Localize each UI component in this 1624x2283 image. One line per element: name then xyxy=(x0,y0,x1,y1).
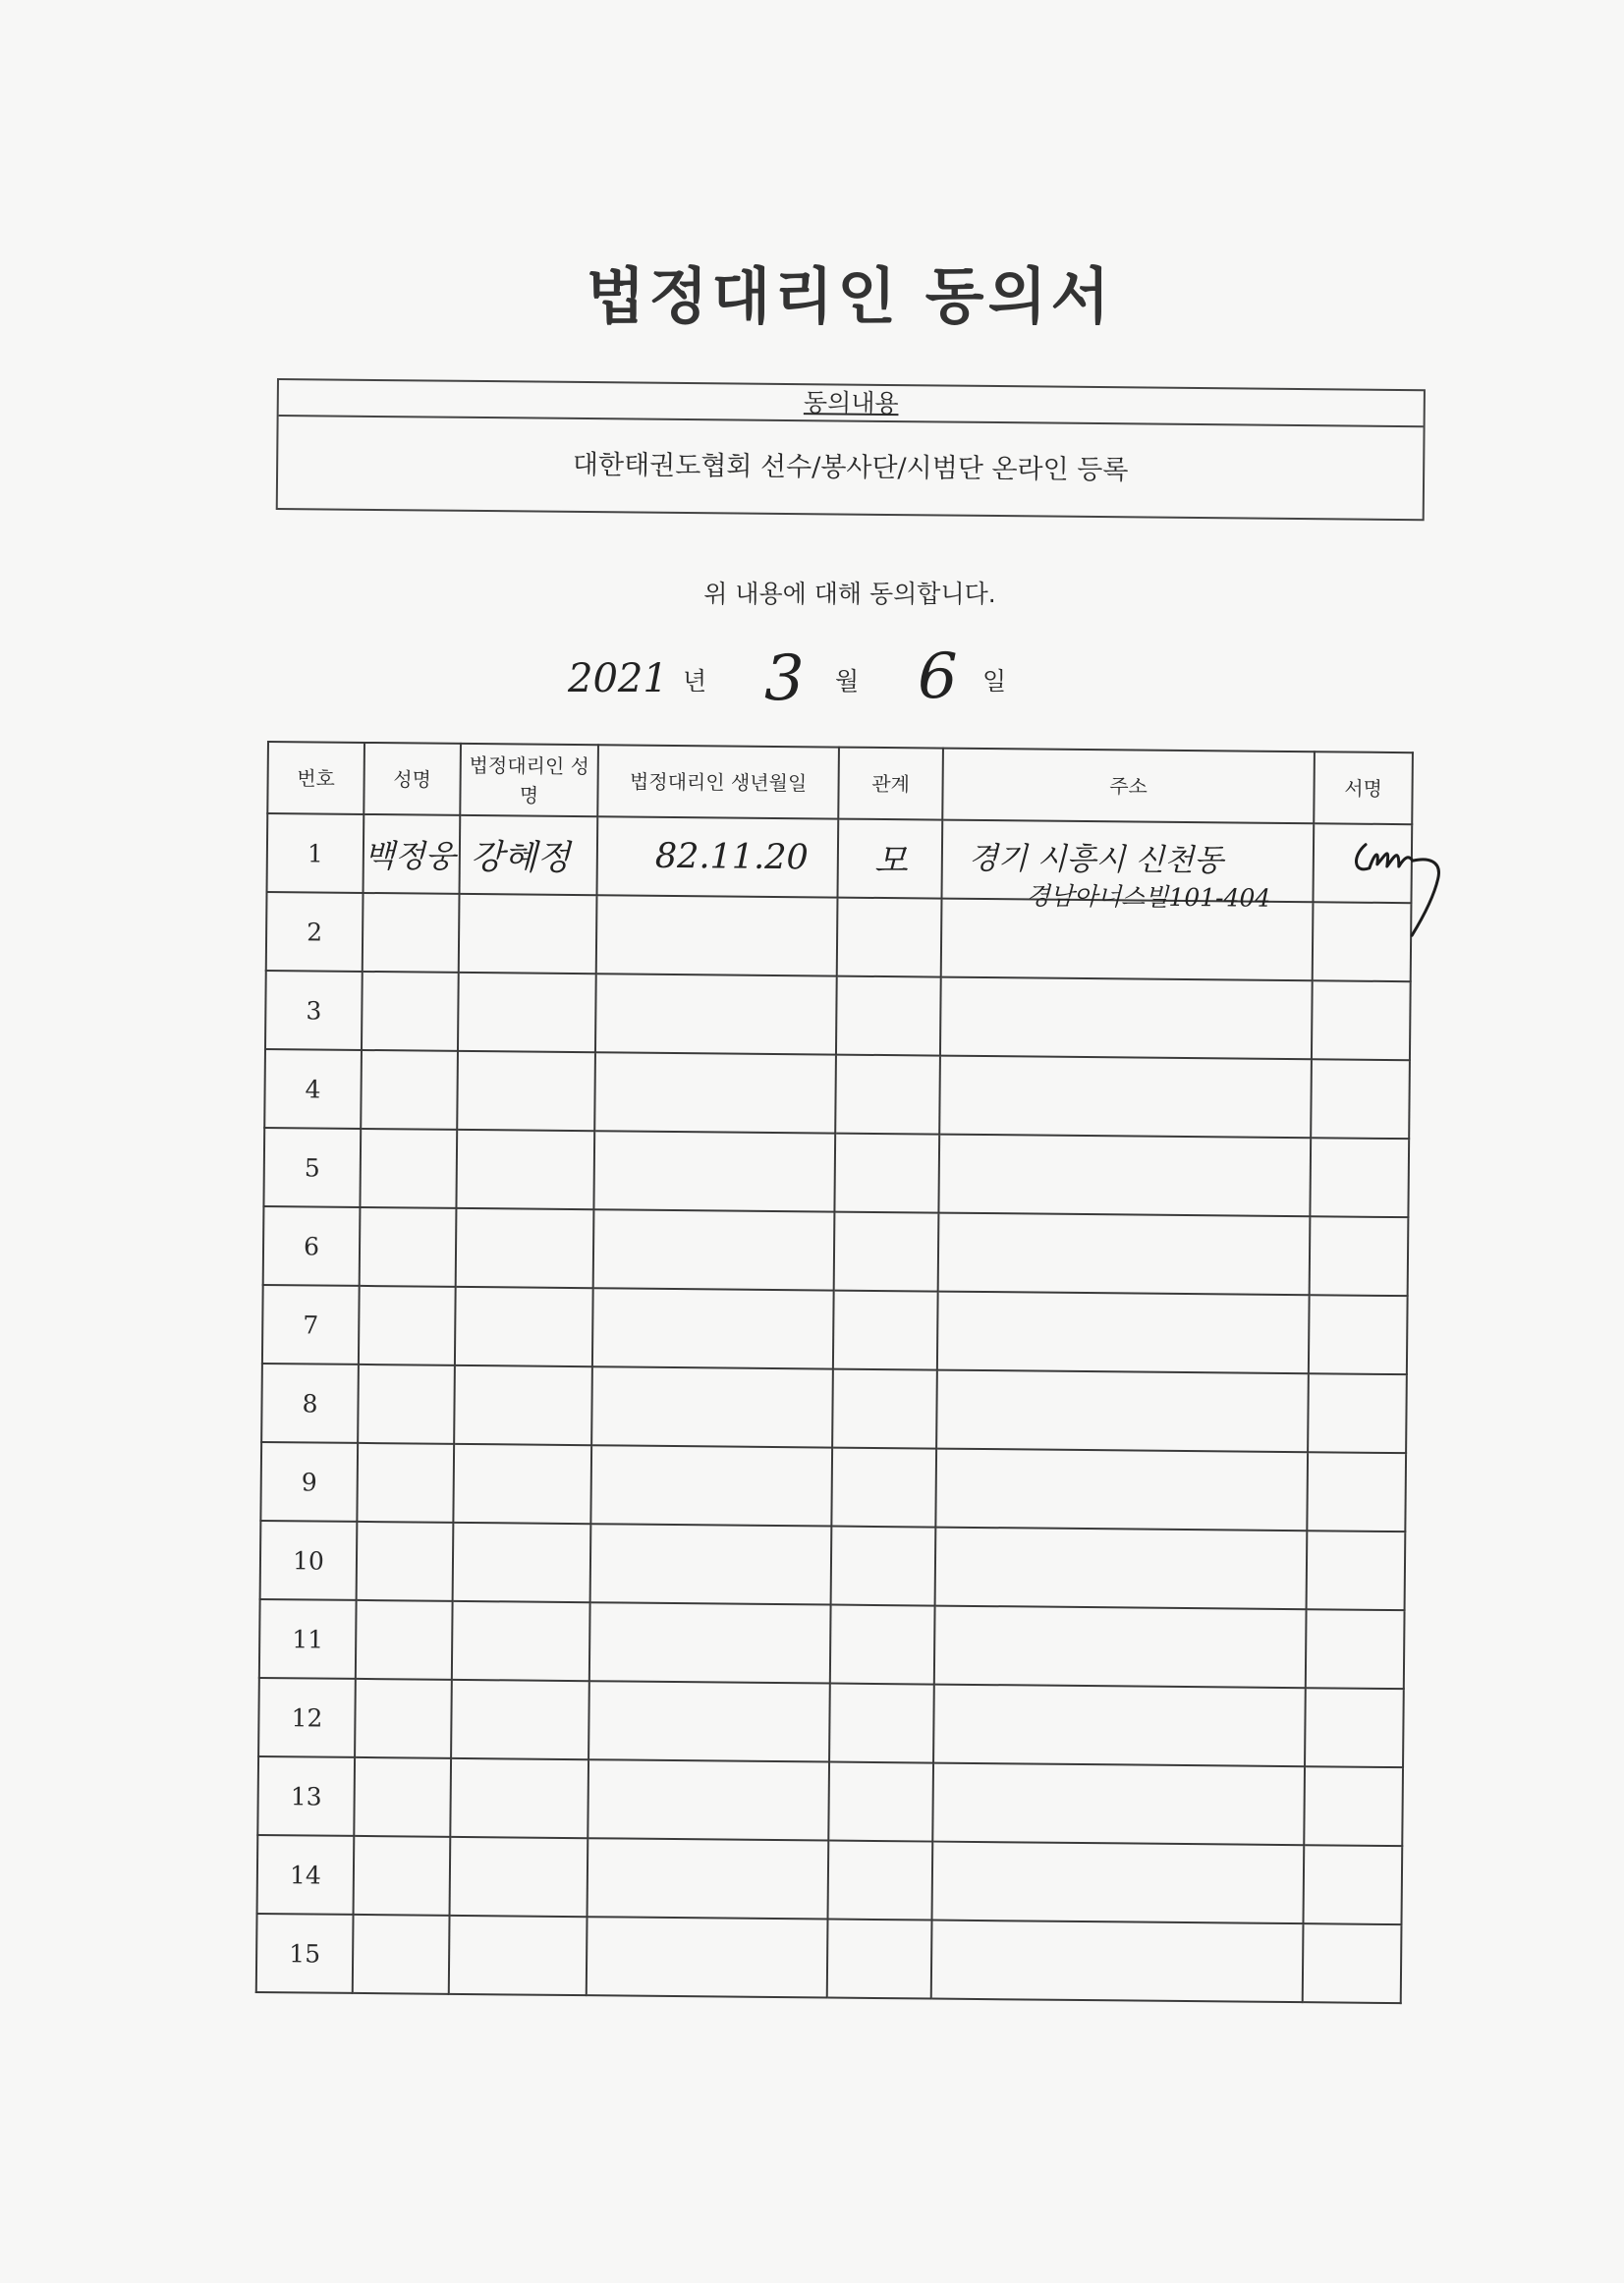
consent-content-box xyxy=(276,378,1426,521)
guardian-name-cell xyxy=(453,1523,591,1602)
name-cell xyxy=(357,1522,454,1601)
name-cell xyxy=(360,1207,457,1287)
address-cell xyxy=(931,1921,1304,2003)
date-month-unit: 월 xyxy=(835,667,860,696)
relation-cell xyxy=(831,1527,936,1606)
signature-cell xyxy=(1303,1923,1402,2003)
relation-cell xyxy=(834,1134,939,1213)
guardian-birth-cell xyxy=(589,1602,831,1683)
consent-content-body: 대한태권도협회 선수/봉사단/시범단 온라인 등록 xyxy=(572,449,1129,486)
guardian-name-handwritten: 강혜정 xyxy=(470,837,571,878)
signature-cell xyxy=(1307,1452,1406,1531)
date-month-handwritten: 3 xyxy=(764,642,805,715)
address-cell xyxy=(935,1528,1308,1610)
table-row xyxy=(257,1835,1403,1924)
row-number: 10 xyxy=(260,1521,358,1600)
guardian-name-cell xyxy=(457,1051,595,1131)
date-year-handwritten: 2021 xyxy=(568,656,668,701)
table-row xyxy=(258,1678,1404,1767)
signature-cell xyxy=(1307,1531,1406,1610)
name-cell xyxy=(354,1757,451,1837)
table-row xyxy=(267,813,1413,903)
column-header-number: 번호 xyxy=(267,742,364,814)
relation-cell xyxy=(835,1055,940,1135)
guardian-birth-cell xyxy=(593,1131,835,1211)
table-row xyxy=(265,971,1411,1060)
column-header-guardian-birth: 법정대리인 생년월일 xyxy=(597,745,839,818)
address-cell xyxy=(938,1135,1311,1217)
guardian-name-cell xyxy=(458,973,596,1052)
date-day-unit: 일 xyxy=(982,667,1007,696)
name-cell xyxy=(362,972,459,1051)
address-cell xyxy=(932,1763,1305,1846)
guardian-name-cell xyxy=(453,1444,591,1524)
address-line1-handwritten: 경기 시흥시 신천동 xyxy=(968,840,1224,879)
column-header-relation: 관계 xyxy=(838,748,943,820)
signature-cell xyxy=(1312,980,1411,1060)
table-row xyxy=(256,1914,1402,2003)
signature-cell xyxy=(1309,1295,1408,1374)
signature-cell xyxy=(1306,1609,1405,1689)
relation-handwritten: 모 xyxy=(873,841,908,882)
row-number: 2 xyxy=(266,892,364,972)
address-cell xyxy=(932,1842,1305,1924)
guardian-birth-cell xyxy=(590,1524,832,1604)
signature-cell xyxy=(1304,1766,1403,1846)
table-row xyxy=(262,1285,1408,1374)
signatory-table-wrapper xyxy=(255,741,1412,2004)
name-cell xyxy=(356,1600,453,1680)
address-cell xyxy=(935,1449,1308,1531)
guardian-birth-cell xyxy=(594,1052,836,1133)
row-number: 3 xyxy=(265,971,363,1050)
guardian-name-cell xyxy=(449,1916,588,1995)
row-number: 13 xyxy=(257,1756,355,1836)
table-row xyxy=(260,1442,1406,1531)
row-number: 7 xyxy=(262,1285,360,1364)
signature-cell xyxy=(1310,1138,1409,1217)
relation-cell xyxy=(833,1291,938,1370)
table-row xyxy=(263,1128,1409,1217)
guardian-birth-cell xyxy=(592,1288,834,1368)
name-handwritten: 백정웅 xyxy=(364,836,456,875)
guardian-birth-cell xyxy=(593,1209,835,1290)
relation-cell xyxy=(830,1605,935,1685)
handwritten-signature-icon xyxy=(1343,817,1452,946)
name-cell xyxy=(358,1364,455,1444)
guardian-birth-cell xyxy=(595,974,837,1054)
name-cell xyxy=(360,1129,457,1208)
guardian-name-cell xyxy=(455,1287,593,1366)
table-row xyxy=(261,1364,1407,1453)
row-number: 6 xyxy=(263,1206,361,1286)
relation-cell xyxy=(828,1841,933,1921)
name-cell xyxy=(364,814,461,894)
guardian-birth-cell xyxy=(588,1838,829,1919)
name-cell xyxy=(357,1443,454,1523)
date-day-handwritten: 6 xyxy=(918,640,958,713)
guardian-birth-cell xyxy=(597,816,839,897)
signature-cell xyxy=(1303,1845,1402,1924)
relation-cell xyxy=(827,1920,932,1999)
relation-cell xyxy=(831,1448,936,1528)
row-number: 12 xyxy=(258,1678,356,1757)
table-row xyxy=(263,1206,1409,1296)
signature-cell xyxy=(1305,1688,1404,1767)
column-header-address: 주소 xyxy=(942,749,1315,824)
address-cell xyxy=(936,1370,1309,1453)
guardian-name-cell xyxy=(456,1208,594,1288)
signature-cell xyxy=(1313,823,1412,903)
name-cell xyxy=(355,1679,452,1758)
relation-cell xyxy=(828,1762,933,1842)
guardian-name-cell xyxy=(454,1365,592,1445)
row-number: 5 xyxy=(263,1128,361,1207)
guardian-birth-cell xyxy=(587,1917,828,1997)
column-header-signature: 서명 xyxy=(1314,752,1413,824)
document-title: 법정대리인 동의서 xyxy=(586,260,1114,332)
table-row xyxy=(259,1599,1405,1689)
guardian-birth-cell xyxy=(596,895,838,975)
guardian-name-cell xyxy=(450,1837,588,1917)
relation-cell xyxy=(836,976,941,1056)
relation-cell xyxy=(829,1684,934,1763)
address-cell xyxy=(941,820,1314,913)
row-number: 14 xyxy=(257,1835,355,1915)
table-header-row xyxy=(267,742,1413,824)
address-cell xyxy=(933,1685,1306,1767)
table-row xyxy=(264,1049,1410,1139)
guardian-name-cell xyxy=(460,815,598,895)
column-header-guardian-name: 법정대리인 성명 xyxy=(460,744,598,816)
name-cell xyxy=(354,1836,451,1916)
signature-cell xyxy=(1310,1216,1409,1296)
column-header-name: 성명 xyxy=(364,743,461,815)
guardian-name-cell xyxy=(459,894,597,974)
address-cell xyxy=(937,1292,1310,1374)
signature-cell xyxy=(1311,1059,1410,1139)
relation-cell xyxy=(834,1212,939,1292)
relation-cell xyxy=(837,819,942,899)
signature-cell xyxy=(1308,1373,1407,1453)
row-number: 9 xyxy=(260,1442,358,1522)
date-year-unit: 년 xyxy=(683,667,707,696)
guardian-name-cell xyxy=(450,1758,588,1838)
address-line2-handwritten: 경남아너스빌101-404 xyxy=(1026,881,1271,913)
row-number: 8 xyxy=(261,1364,359,1443)
guardian-name-cell xyxy=(456,1130,594,1209)
signatory-table xyxy=(255,741,1414,2004)
date-line xyxy=(0,640,1624,727)
name-cell xyxy=(353,1915,450,1994)
table-row xyxy=(260,1521,1406,1610)
table-row xyxy=(257,1756,1403,1846)
name-cell xyxy=(359,1286,456,1365)
guardian-birth-cell xyxy=(590,1445,832,1526)
address-cell xyxy=(940,977,1313,1060)
address-cell xyxy=(938,1213,1311,1296)
guardian-birth-handwritten: 82.11.20 xyxy=(654,836,809,878)
guardian-name-cell xyxy=(452,1601,590,1681)
row-number: 15 xyxy=(256,1914,354,1993)
name-cell xyxy=(363,893,460,973)
guardian-birth-cell xyxy=(588,1681,830,1761)
name-cell xyxy=(361,1050,458,1130)
address-cell xyxy=(939,1056,1312,1139)
row-number: 4 xyxy=(264,1049,362,1129)
row-number: 11 xyxy=(259,1599,357,1679)
guardian-name-cell xyxy=(451,1680,589,1759)
agreement-statement: 위 내용에 대해 동의합니다. xyxy=(703,580,996,608)
relation-cell xyxy=(832,1369,937,1449)
relation-cell xyxy=(837,898,942,977)
row-number: 1 xyxy=(267,813,364,893)
guardian-birth-cell xyxy=(591,1366,833,1447)
guardian-birth-cell xyxy=(588,1759,829,1840)
address-cell xyxy=(934,1606,1307,1689)
consent-heading-text: 동의내용 xyxy=(803,388,899,418)
